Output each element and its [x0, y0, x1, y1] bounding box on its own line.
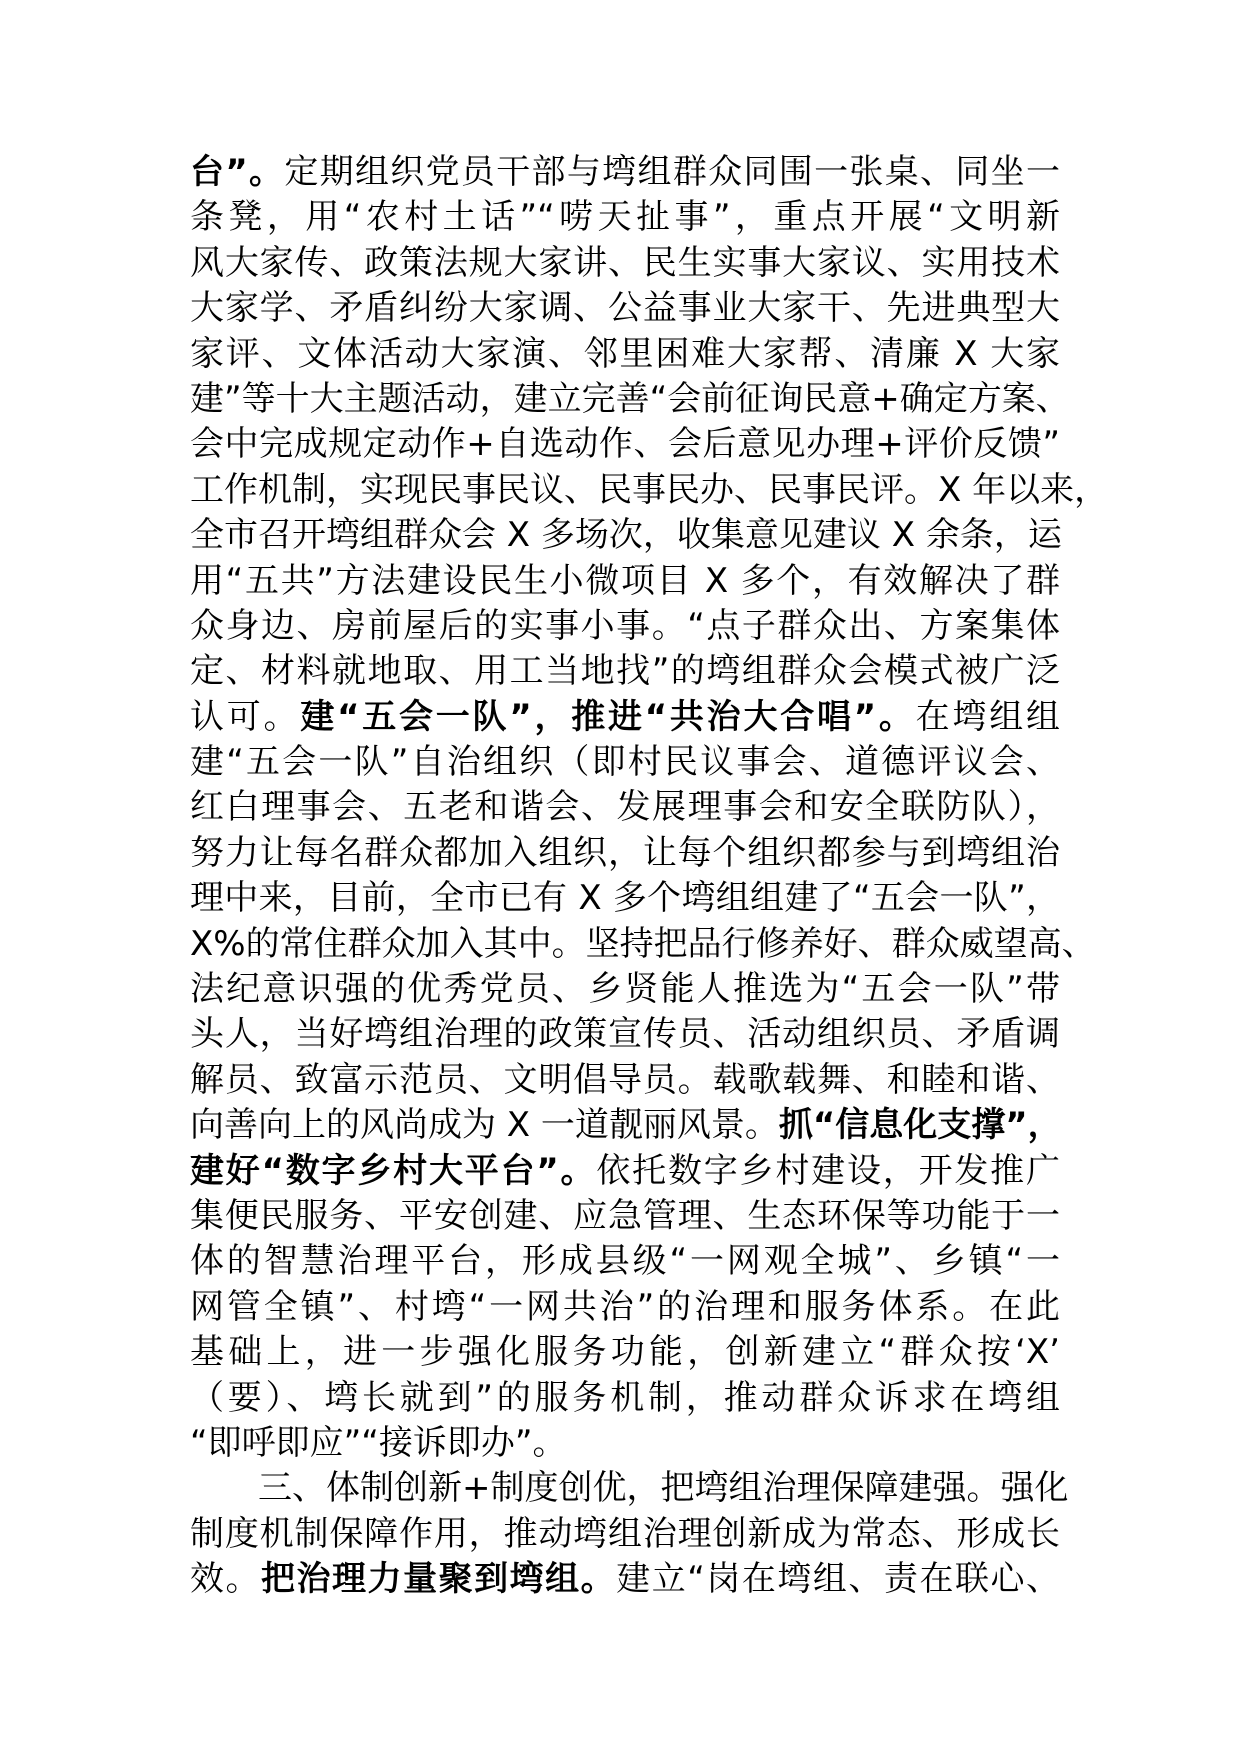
text-line	[190, 649, 1060, 694]
body-text: 风大家传、政策法规大家讲、民生实事大家议、实用技术	[190, 242, 1060, 283]
text-line	[190, 150, 1060, 195]
body-text: 头人，当好塆组治理的政策宣传员、活动组织员、矛盾调	[190, 1014, 1060, 1055]
body-text: 制度机制保障作用，推动塆组治理创新成为常态、形成长	[190, 1513, 1060, 1554]
body-text: 建立“岗在塆组、责在联心、	[616, 1559, 1060, 1600]
text-line	[190, 1557, 1060, 1602]
text-line	[190, 1194, 1060, 1239]
body-text: 条凳，用“农村土话”“唠天扯事”，重点开展“文明新	[190, 197, 1060, 238]
text-line	[190, 604, 1060, 649]
body-text: 众身边、房前屋后的实事小事。“点子群众出、方案集体	[190, 605, 1060, 646]
text-line	[190, 967, 1060, 1012]
text-line	[190, 1421, 1060, 1466]
body-text: 效。	[190, 1559, 262, 1600]
bold-heading-text: 建好“数字乡村大平台”。	[190, 1150, 597, 1191]
text-line	[190, 286, 1060, 331]
text-line	[190, 1012, 1060, 1057]
text-line	[190, 1103, 1060, 1148]
body-text: 向善向上的风尚成为 X 一道靓丽风景。	[190, 1105, 779, 1146]
body-text: 红白理事会、五老和谐会、发展理事会和安全联防队），	[190, 787, 1060, 828]
text-line	[190, 422, 1060, 467]
body-text: 定、材料就地取、用工当地找”的塆组群众会模式被广泛	[190, 651, 1060, 692]
body-text: 法纪意识强的优秀党员、乡贤能人推选为“五会一队”带	[190, 969, 1060, 1010]
text-line	[190, 1466, 1069, 1511]
text-line	[190, 1512, 1060, 1557]
body-text: 大家学、矛盾纠纷大家调、公益事业大家干、先进典型大	[190, 288, 1060, 329]
text-line	[190, 785, 1060, 830]
body-text: X%的常住群众加入其中。坚持把品行修养好、群众威望高、	[190, 923, 1096, 964]
text-line	[190, 1149, 1060, 1194]
document-body	[190, 150, 1109, 1603]
body-text: 三、体制创新+制度创优，把塆组治理保障建强。强化	[258, 1468, 1069, 1509]
text-line	[190, 922, 1096, 967]
body-text: 依托数字乡村建设，开发推广	[596, 1150, 1060, 1191]
text-line	[190, 1285, 1060, 1330]
body-text: 努力让每名群众都加入组织，让每个组织都参与到塆组治	[190, 832, 1060, 873]
body-text: 解员、致富示范员、文明倡导员。载歌载舞、和睦和谐、	[190, 1059, 1060, 1100]
text-line	[190, 831, 1060, 876]
body-text: 网管全镇”、村塆“一网共治”的治理和服务体系。在此	[190, 1286, 1060, 1327]
body-text: 体的智慧治理平台，形成县级“一网观全城”、乡镇“一	[190, 1241, 1060, 1282]
text-line	[190, 876, 1060, 921]
text-line	[190, 1239, 1060, 1284]
body-text: 建”等十大主题活动，建立完善“会前征询民意+确定方案、	[190, 378, 1070, 419]
bold-heading-text: 建“五会一队”，推进“共治大合唱”。	[300, 696, 916, 737]
text-line	[190, 1058, 1060, 1103]
body-text: 全市召开塆组群众会 X 多场次，收集意见建议 X 余条，运	[190, 515, 1062, 556]
body-text: 在塆组组	[915, 696, 1060, 737]
body-text: 集便民服务、平安创建、应急管理、生态环保等功能于一	[190, 1195, 1060, 1236]
body-text: 定期组织党员干部与塆组群众同围一张桌、同坐一	[284, 152, 1060, 192]
body-text: 家评、文体活动大家演、邻里困难大家帮、清廉 X 大家	[190, 333, 1060, 374]
text-line	[190, 695, 1060, 740]
text-line	[190, 1330, 1060, 1375]
bold-heading-text: 抓“信息化支撑”，	[778, 1105, 1062, 1146]
text-line	[190, 1376, 1060, 1421]
body-text: “即呼即应”“接诉即办”。	[190, 1422, 567, 1463]
bold-heading-text: 把治理力量聚到塆组。	[261, 1559, 617, 1600]
text-line	[190, 377, 1070, 422]
text-line	[190, 513, 1060, 558]
body-text: 建“五会一队”自治组织（即村民议事会、道德评议会、	[190, 742, 1060, 783]
text-line	[190, 559, 1060, 604]
body-text: 理中来，目前，全市已有 X 多个塆组组建了“五会一队”，	[190, 878, 1060, 919]
text-line	[190, 332, 1060, 377]
body-text: 会中完成规定动作+自选动作、会后意见办理+评价反馈”	[190, 424, 1060, 465]
text-line	[190, 740, 1060, 785]
text-line	[190, 241, 1060, 286]
text-line	[190, 195, 1060, 240]
document-page	[190, 150, 1109, 1603]
body-text: 工作机制，实现民事民议、民事民办、民事民评。X 年以来，	[190, 469, 1109, 510]
bold-heading-text: 台”。	[190, 152, 285, 192]
text-line	[190, 468, 1109, 513]
body-text: 用“五共”方法建设民生小微项目 X 多个，有效解决了群	[190, 560, 1060, 601]
body-text: 认可。	[190, 696, 301, 737]
body-text: 基础上，进一步强化服务功能，创新建立“群众按‘X’	[190, 1332, 1060, 1373]
body-text: （要）、塆长就到”的服务机制，推动群众诉求在塆组	[190, 1377, 1060, 1418]
